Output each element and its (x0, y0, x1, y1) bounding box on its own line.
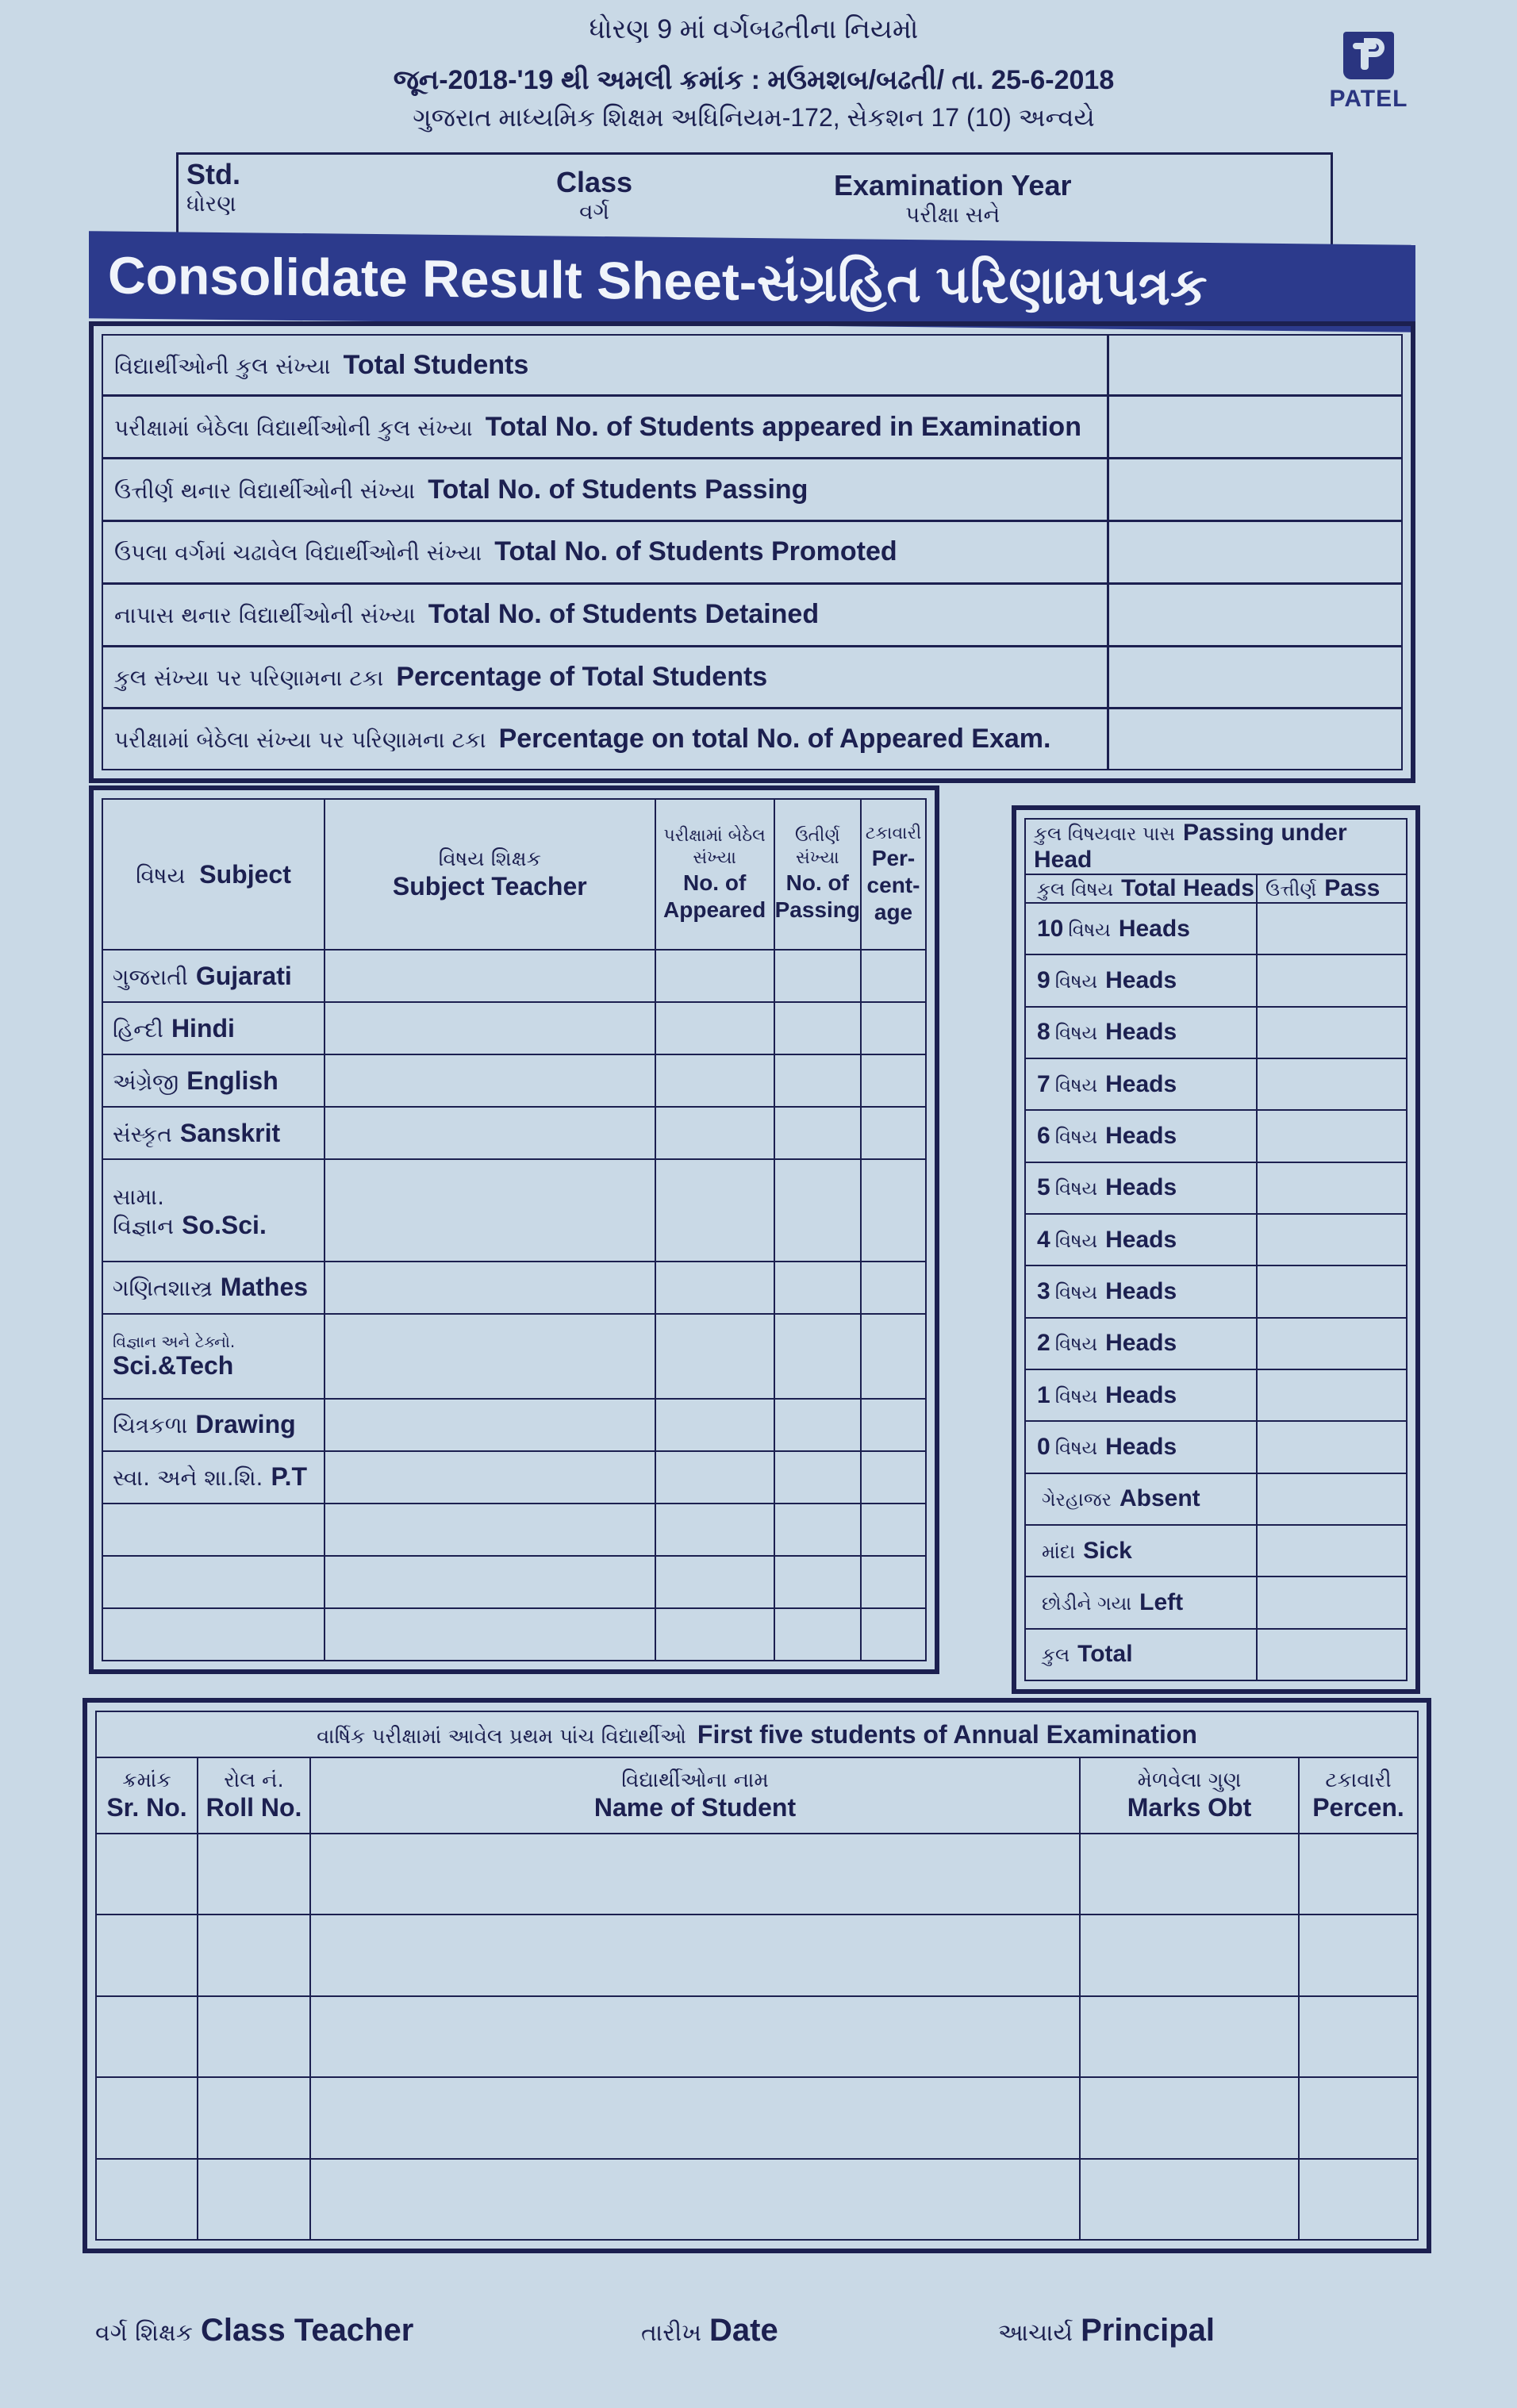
student-name-cell[interactable] (310, 2077, 1080, 2158)
year-label-en: Examination Year (834, 169, 1072, 202)
summary-row (103, 459, 1401, 521)
summary-row (103, 646, 1401, 709)
passing-cell[interactable] (774, 1608, 861, 1661)
col-subject-teacher: વિષય શિક્ષક Subject Teacher (325, 799, 655, 950)
heads-pass-cell[interactable] (1257, 1318, 1407, 1369)
appeared-cell[interactable] (655, 1314, 774, 1399)
date-field: તારીખ Date (641, 2313, 778, 2348)
subject-teacher-cell[interactable] (325, 1262, 655, 1314)
summary-value-cell[interactable] (1108, 583, 1401, 646)
summary-label: પરીક્ષામાં બેઠેલા સંખ્યા પર પરિણામના ટકા Percentage on total No. of Appeared Exam. (114, 724, 1051, 755)
heads-label: કુલ Total (1025, 1629, 1257, 1680)
marks-obt-cell[interactable] (1080, 1834, 1299, 1914)
summary-label: વિદ્યાર્થીઓની કુલ સંખ્યા Total Students (103, 336, 1108, 396)
subject-teacher-cell[interactable] (325, 1556, 655, 1608)
heads-label: 6 વિષય Heads (1025, 1110, 1257, 1162)
roll-no-cell[interactable] (198, 1914, 310, 1995)
subject-teacher-cell[interactable] (325, 1054, 655, 1107)
passing-cell[interactable] (774, 1399, 861, 1451)
col-percen: ટકાવારી Percen. (1299, 1757, 1418, 1834)
heads-label: 5 વિષય Heads (1025, 1162, 1257, 1214)
subject-name: સ્વા. અને શા.શિ. P.T (102, 1451, 325, 1504)
subject-row (102, 1504, 926, 1556)
student-row (96, 2077, 1418, 2158)
appeared-cell[interactable] (655, 1504, 774, 1556)
heads-pass-cell[interactable] (1257, 1525, 1407, 1577)
passing-cell[interactable] (774, 1314, 861, 1399)
roll-no-cell[interactable] (198, 2159, 310, 2240)
percentage-cell[interactable] (861, 1314, 926, 1399)
subject-row (102, 1002, 926, 1054)
appeared-cell[interactable] (655, 1054, 774, 1107)
subject-row (102, 1262, 926, 1314)
col-student-name: વિદ્યાર્થીઓના નામ Name of Student (310, 1757, 1080, 1834)
student-name-cell[interactable] (310, 1834, 1080, 1914)
heads-row (1025, 1421, 1407, 1473)
subject-table (89, 785, 939, 1674)
heads-row (1025, 1265, 1407, 1317)
subject-row (102, 1314, 926, 1399)
summary-label: નાપાસ થનાર વિદ્યાર્થીઓની સંખ્યા Total No. of Students Detained (103, 583, 1108, 646)
summary-table (89, 321, 1415, 783)
student-row (96, 1914, 1418, 1995)
roll-no-cell[interactable] (198, 1834, 310, 1914)
appeared-cell[interactable] (655, 1002, 774, 1054)
percen-cell[interactable] (1299, 1834, 1418, 1914)
subject-teacher-cell[interactable] (325, 1399, 655, 1451)
percentage-cell[interactable] (861, 1608, 926, 1661)
heads-row (1025, 1525, 1407, 1577)
student-row (96, 1996, 1418, 2077)
heads-pass-cell[interactable] (1257, 1473, 1407, 1525)
heads-pass-cell[interactable] (1257, 903, 1407, 954)
student-name-cell[interactable] (310, 1914, 1080, 1995)
summary-label: ઉત્તીર્ણ થનાર વિદ્યાર્થીઓની સંખ્યા Total No. of Students Passing (103, 459, 1108, 521)
heads-row (1025, 1577, 1407, 1628)
subject-name: ચિત્રકળા Drawing (102, 1399, 325, 1451)
subject-row (102, 1159, 926, 1262)
heads-label: 7 વિષય Heads (1025, 1058, 1257, 1110)
sr-no-cell[interactable] (96, 1914, 198, 1995)
class-label-gu: વર્ગ (579, 199, 609, 224)
subject-name: સામા. વિજ્ઞાન So.Sci. (102, 1159, 325, 1262)
passing-cell[interactable] (774, 1002, 861, 1054)
heads-pass-cell[interactable] (1257, 1369, 1407, 1421)
std-field[interactable] (186, 158, 240, 217)
passing-cell[interactable] (774, 1262, 861, 1314)
percentage-cell[interactable] (861, 1556, 926, 1608)
principal-signature: આચાર્ય Principal (998, 2313, 1216, 2348)
heads-row (1025, 1214, 1407, 1265)
first-five-title: વાર્ષિક પરીક્ષામાં આવેલ પ્રથમ પાંચ વિદ્યાર્થીઓ First five students of Annual Examination (96, 1711, 1418, 1757)
col-marks-obt: મેળવેલા ગુણ Marks Obt (1080, 1757, 1299, 1834)
passing-cell[interactable] (774, 1451, 861, 1504)
heads-pass-cell[interactable] (1257, 1214, 1407, 1265)
logo-text: PATEL (1329, 86, 1408, 112)
heads-label: 0 વિષય Heads (1025, 1421, 1257, 1473)
percen-cell[interactable] (1299, 1914, 1418, 1995)
class-field[interactable] (556, 166, 632, 225)
header-line-2: જૂન-2018-'19 થી અમલી ક્રમાંક : મઉમશબ/બઢતી/ તા. 25-6-2018 (393, 65, 1115, 95)
heads-pass-cell[interactable] (1257, 954, 1407, 1006)
sr-no-cell[interactable] (96, 2077, 198, 2158)
subject-teacher-cell[interactable] (325, 1314, 655, 1399)
heads-label: 4 વિષય Heads (1025, 1214, 1257, 1265)
heads-title: કુલ વિષયવાર પાસ Passing under Head (1025, 819, 1407, 874)
heads-row (1025, 1473, 1407, 1525)
summary-value-cell[interactable] (1108, 709, 1401, 769)
heads-row (1025, 1110, 1407, 1162)
heads-label: 3 વિષય Heads (1025, 1265, 1257, 1317)
percentage-cell[interactable] (861, 1054, 926, 1107)
subject-teacher-cell[interactable] (325, 1159, 655, 1262)
heads-pass-cell[interactable] (1257, 1265, 1407, 1317)
student-row (96, 1834, 1418, 1914)
appeared-cell[interactable] (655, 1107, 774, 1159)
appeared-cell[interactable] (655, 1608, 774, 1661)
heads-label: 1 વિષય Heads (1025, 1369, 1257, 1421)
heads-row (1025, 1007, 1407, 1058)
col-total-heads: કુલ વિષય Total Heads (1025, 874, 1257, 903)
percentage-cell[interactable] (861, 1451, 926, 1504)
passing-cell[interactable] (774, 1107, 861, 1159)
heads-label: 10 વિષય Heads (1025, 903, 1257, 954)
subject-row (102, 1556, 926, 1608)
exam-year-field[interactable] (834, 169, 1071, 229)
passing-under-head-table (1012, 805, 1420, 1694)
heads-label: 2 વિષય Heads (1025, 1318, 1257, 1369)
subject-name: અંગ્રેજી English (102, 1054, 325, 1107)
heads-pass-cell[interactable] (1257, 1421, 1407, 1473)
subject-row (102, 1608, 926, 1661)
heads-label: 9 વિષય Heads (1025, 954, 1257, 1006)
std-label-gu: ધોરણ (186, 191, 236, 216)
subject-row (102, 1399, 926, 1451)
heads-pass-cell[interactable] (1257, 1058, 1407, 1110)
heads-row (1025, 1629, 1407, 1680)
summary-row (103, 583, 1401, 646)
subject-name (102, 1504, 325, 1556)
col-passing: ઉતીર્ણ સંખ્યા No. of Passing (774, 799, 861, 950)
roll-no-cell[interactable] (198, 2077, 310, 2158)
col-sr-no: ક્રમાંક Sr. No. (96, 1757, 198, 1834)
subject-row (102, 1107, 926, 1159)
summary-value-cell[interactable] (1108, 521, 1401, 584)
subject-name: ગુજરાતી Gujarati (102, 950, 325, 1002)
summary-label: પરીક્ષામાં બેઠેલા વિદ્યાર્થીઓની કુલ સંખ્યા Total No. of Students appeared in Examination (103, 396, 1108, 459)
summary-value-cell[interactable] (1108, 459, 1401, 521)
appeared-cell[interactable] (655, 1556, 774, 1608)
subject-name: હિન્દી Hindi (102, 1002, 325, 1054)
percentage-cell[interactable] (861, 1504, 926, 1556)
summary-row (103, 396, 1401, 459)
heads-pass-cell[interactable] (1257, 1577, 1407, 1628)
heads-row (1025, 954, 1407, 1006)
percen-cell[interactable] (1299, 2077, 1418, 2158)
appeared-cell[interactable] (655, 950, 774, 1002)
subject-name: ગણિતશાસ્ત્ર Mathes (102, 1262, 325, 1314)
tp-logo-icon (1343, 32, 1394, 79)
appeared-cell[interactable] (655, 1159, 774, 1262)
subject-name (102, 1556, 325, 1608)
heads-label: માંદા Sick (1025, 1525, 1257, 1577)
heads-row (1025, 1369, 1407, 1421)
summary-value-cell[interactable] (1108, 646, 1401, 709)
subject-teacher-cell[interactable] (325, 1504, 655, 1556)
subject-name (102, 1608, 325, 1661)
subject-teacher-cell[interactable] (325, 1608, 655, 1661)
marks-obt-cell[interactable] (1080, 1996, 1299, 2077)
summary-row (103, 521, 1401, 584)
summary-value-cell[interactable] (1108, 396, 1401, 459)
percentage-cell[interactable] (861, 1262, 926, 1314)
subject-teacher-cell[interactable] (325, 1451, 655, 1504)
appeared-cell[interactable] (655, 1399, 774, 1451)
std-label-en: Std. (186, 158, 240, 190)
student-name-cell[interactable] (310, 2159, 1080, 2240)
percentage-cell[interactable] (861, 1159, 926, 1262)
percentage-cell[interactable] (861, 1399, 926, 1451)
subject-teacher-cell[interactable] (325, 1002, 655, 1054)
heads-pass-cell[interactable] (1257, 1110, 1407, 1162)
col-pass: ઉત્તીર્ણ Pass (1257, 874, 1407, 903)
year-label-gu: પરીક્ષા સને (905, 202, 1000, 227)
subject-name: વિજ્ઞાન અને ટેક્નો. Sci.&Tech (102, 1314, 325, 1399)
subject-row (102, 1451, 926, 1504)
subject-row (102, 950, 926, 1002)
heads-label: 8 વિષય Heads (1025, 1007, 1257, 1058)
heads-label: છોડીને ગયા Left (1025, 1577, 1257, 1628)
subject-row (102, 1054, 926, 1107)
heads-row (1025, 1162, 1407, 1214)
passing-cell[interactable] (774, 1556, 861, 1608)
roll-no-cell[interactable] (198, 1996, 310, 2077)
col-roll-no: રોલ નં. Roll No. (198, 1757, 310, 1834)
summary-value-cell[interactable] (1108, 336, 1401, 396)
sr-no-cell[interactable] (96, 2159, 198, 2240)
patel-logo (1325, 32, 1412, 113)
sr-no-cell[interactable] (96, 1834, 198, 1914)
appeared-cell[interactable] (655, 1262, 774, 1314)
heads-pass-cell[interactable] (1257, 1629, 1407, 1680)
col-appeared: પરીક્ષામાં બેઠેલ સંખ્યા No. of Appeared (655, 799, 774, 950)
marks-obt-cell[interactable] (1080, 2077, 1299, 2158)
appeared-cell[interactable] (655, 1451, 774, 1504)
passing-cell[interactable] (774, 1054, 861, 1107)
percentage-cell[interactable] (861, 1002, 926, 1054)
student-name-cell[interactable] (310, 1996, 1080, 2077)
percentage-cell[interactable] (861, 1107, 926, 1159)
page-title-banner: Consolidate Result Sheet-સંગ્રહિત પરિણામપત્રક (89, 231, 1415, 332)
class-teacher-signature: વર્ગ શિક્ષક Class Teacher (95, 2313, 414, 2348)
heads-pass-cell[interactable] (1257, 1162, 1407, 1214)
heads-row (1025, 1058, 1407, 1110)
student-row (96, 2159, 1418, 2240)
passing-cell[interactable] (774, 1159, 861, 1262)
passing-cell[interactable] (774, 1504, 861, 1556)
col-subject: વિષય Subject (102, 799, 325, 950)
subject-teacher-cell[interactable] (325, 1107, 655, 1159)
first-five-students-table (83, 1698, 1431, 2253)
summary-row (103, 709, 1401, 769)
class-label-en: Class (556, 166, 633, 198)
percen-cell[interactable] (1299, 1996, 1418, 2077)
percen-cell[interactable] (1299, 2159, 1418, 2240)
subject-name: સંસ્કૃત Sanskrit (102, 1107, 325, 1159)
col-percentage: ટકાવારી Per-cent-age (861, 799, 926, 950)
heads-row (1025, 903, 1407, 954)
header-line-3: ગુજરાત માધ્યમિક શિક્ષમ અધિનિયમ-172, સેકશન 17 (10) અન્વયે (413, 103, 1095, 132)
summary-label: કુલ સંખ્યા પર પરિણામના ટકા Percentage of Total Students (103, 646, 1108, 709)
sr-no-cell[interactable] (96, 1996, 198, 2077)
summary-label: ઉપલા વર્ગમાં ચઢાવેલ વિદ્યાર્થીઓની સંખ્યા Total No. of Students Promoted (103, 521, 1108, 584)
summary-row (103, 336, 1401, 396)
heads-label: ગેરહાજર Absent (1025, 1473, 1257, 1525)
passing-cell[interactable] (774, 950, 861, 1002)
heads-pass-cell[interactable] (1257, 1007, 1407, 1058)
marks-obt-cell[interactable] (1080, 1914, 1299, 1995)
header-line-1: ધોરણ 9 માં વર્ગબઢતીના નિયમો (589, 14, 919, 44)
marks-obt-cell[interactable] (1080, 2159, 1299, 2240)
subject-teacher-cell[interactable] (325, 950, 655, 1002)
percentage-cell[interactable] (861, 950, 926, 1002)
heads-row (1025, 1318, 1407, 1369)
